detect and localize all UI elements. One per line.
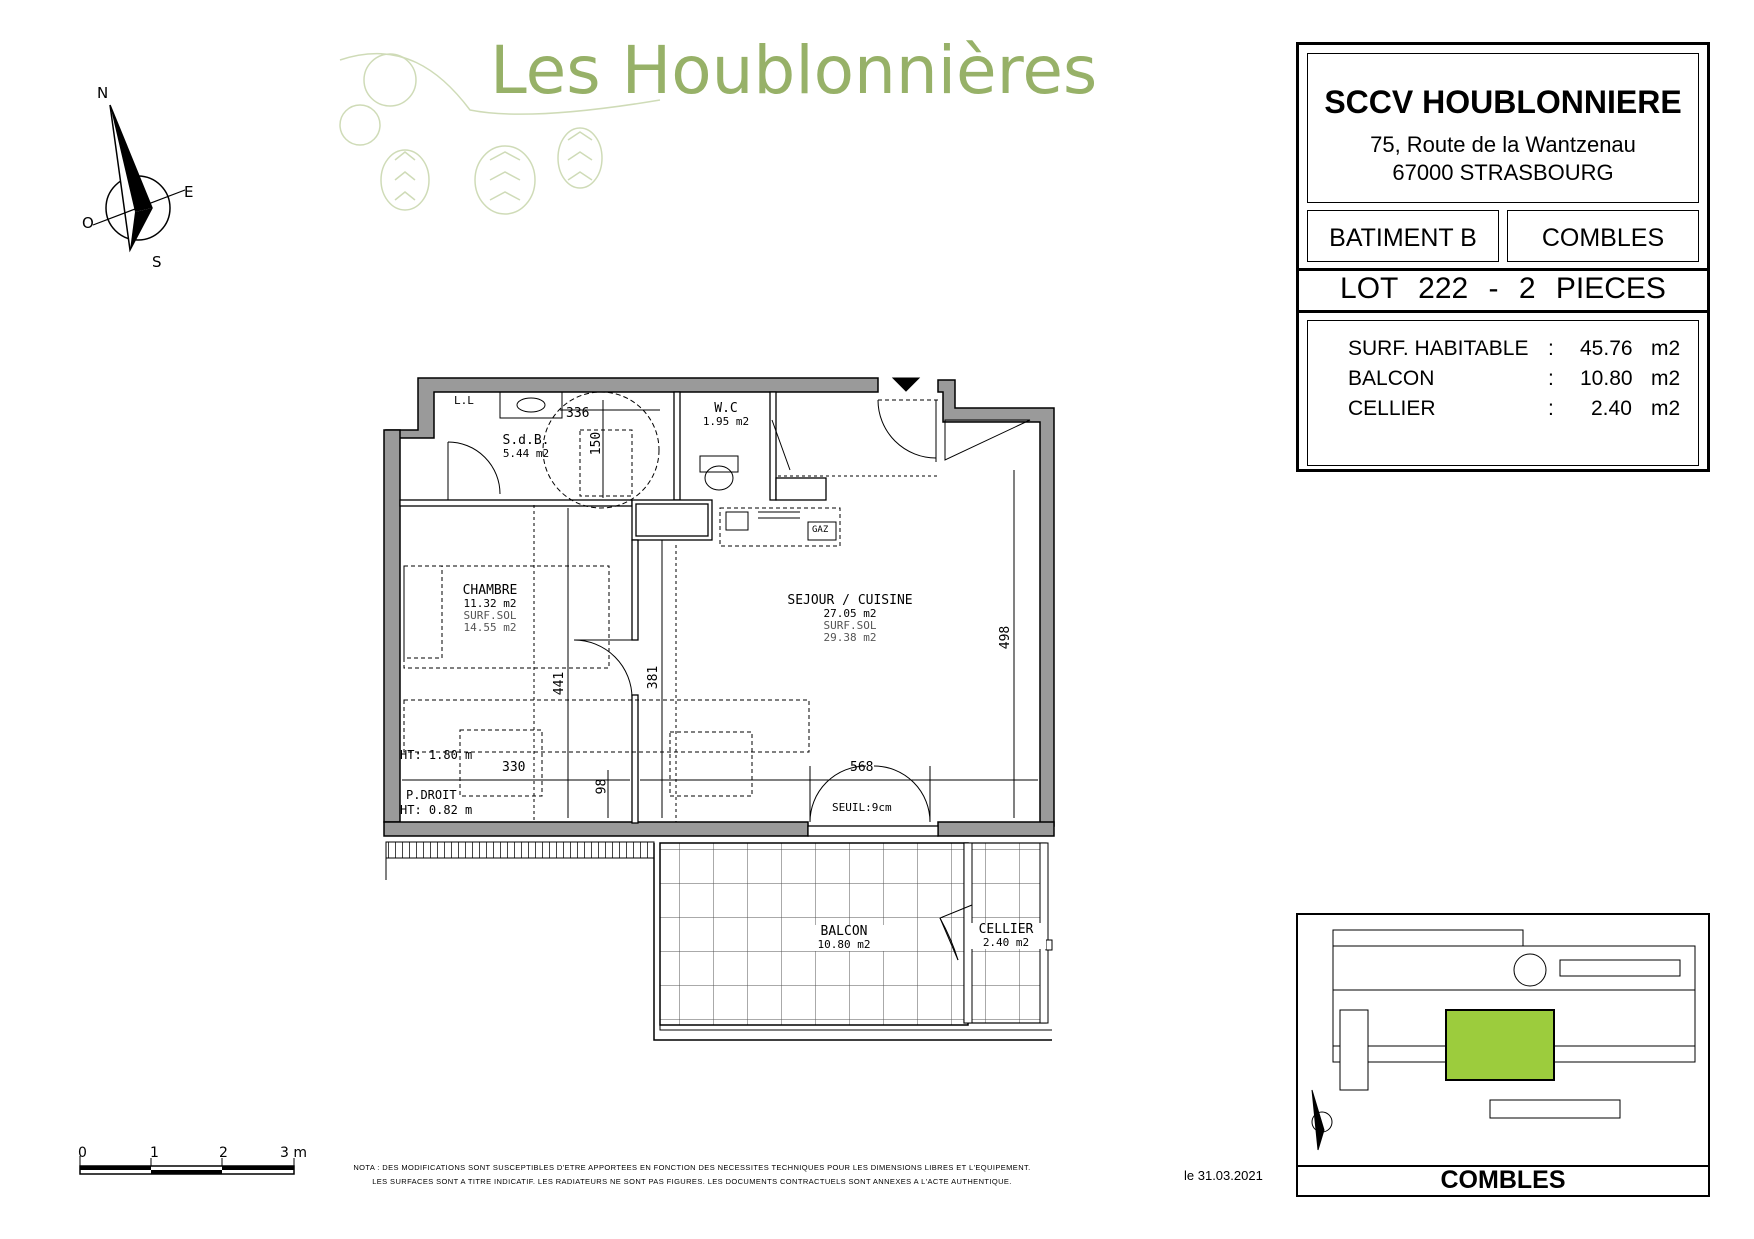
surface-sep: : — [1548, 367, 1554, 390]
note-line-1: NOTA : DES MODIFICATIONS SONT SUSCEPTIBLES D'ETRE APPORTEES EN FONCTION DES NECESSITES TECHNIQUES POUR LES DIMENSIONS LIBRES ET L'EQUIPEMENT. — [353, 1163, 1031, 1172]
company-box — [1307, 53, 1699, 203]
ht-label-2: HT: 0.82 m — [400, 803, 473, 817]
surfaces-box — [1307, 320, 1699, 466]
room-area: 5.44 m2 — [502, 447, 550, 461]
dimension-label: 336 — [566, 406, 590, 421]
room-sub-label: SURF.SOL — [823, 619, 877, 633]
room-name: CELLIER — [978, 922, 1034, 937]
surface-sep: : — [1548, 337, 1554, 360]
room-area: 2.40 m2 — [982, 936, 1030, 950]
room-name: CHAMBRE — [462, 583, 518, 598]
pdroit-label: P.DROIT — [406, 788, 457, 802]
surface-value: 2.40 — [1591, 397, 1632, 420]
compass-south-label: S — [152, 253, 162, 271]
scale-label-3: 3 m — [280, 1145, 307, 1161]
surface-unit: m2 — [1651, 397, 1681, 420]
balcony — [386, 842, 1052, 1040]
surface-unit: m2 — [1651, 337, 1681, 360]
key-plan-caption: COMBLES — [1440, 1166, 1566, 1194]
surface-label: BALCON — [1348, 367, 1435, 390]
plan-date: le 31.03.2021 — [1184, 1168, 1263, 1183]
scale-bar — [80, 1156, 294, 1174]
compass-west-label: O — [82, 214, 94, 232]
surface-row — [1348, 397, 1681, 425]
surface-unit: m2 — [1651, 367, 1681, 390]
room-name: S.d.B. — [502, 433, 550, 448]
legal-note — [338, 1161, 1046, 1190]
scale-label-2: 2 — [219, 1145, 228, 1161]
brand-title: Les Houblonnières — [490, 32, 1098, 109]
surface-row — [1348, 367, 1681, 395]
surface-value: 10.80 — [1580, 367, 1633, 390]
lot-row — [1299, 268, 1707, 313]
room-sejour — [770, 594, 930, 645]
room-sdb — [496, 434, 556, 460]
note-line-2: LES SURFACES SONT A TITRE INDICATIF. LES RADIATEURS NE SONT PAS FIGURES. LES DOCUMENTS CONTRACTUELS SONT ANNEXES A L'ACTE AUTHENTIQUE. — [372, 1177, 1012, 1187]
title-block — [1296, 42, 1710, 472]
room-sub-area: 29.38 m2 — [823, 631, 877, 645]
room-area: 27.05 m2 — [823, 607, 877, 621]
dimension-label: 498 — [998, 625, 1014, 650]
room-area: 1.95 m2 — [702, 415, 750, 429]
room-balcon — [804, 925, 884, 951]
room-sub-area: 14.55 m2 — [463, 621, 517, 635]
north-arrow-icon — [93, 105, 185, 250]
surface-label: CELLIER — [1348, 397, 1436, 420]
surface-row — [1348, 337, 1681, 365]
company-name: SCCV HOUBLONNIERE — [1324, 84, 1682, 120]
dimension-label: 150 — [589, 431, 605, 456]
scale-label-1: 1 — [150, 1145, 159, 1161]
room-area: 10.80 m2 — [817, 938, 871, 952]
scale-label-0: 0 — [78, 1145, 87, 1161]
room-name: W.C — [714, 401, 738, 416]
room-name: BALCON — [820, 924, 868, 939]
room-chambre — [450, 584, 530, 635]
level-box — [1507, 210, 1699, 262]
room-wc — [696, 402, 756, 428]
building-box — [1307, 210, 1499, 262]
address-line-2: 67000 STRASBOURG — [1392, 160, 1614, 185]
seuil-label: SEUIL:9cm — [832, 801, 892, 814]
building-label: BATIMENT B — [1329, 224, 1477, 252]
room-sub-label: SURF.SOL — [463, 609, 517, 623]
room-cellier — [966, 923, 1046, 949]
dimension-label: 441 — [552, 671, 568, 696]
dimension-label: 98 — [594, 778, 610, 795]
compass-north-label: N — [97, 84, 109, 102]
surface-sep: : — [1548, 397, 1554, 420]
key-plan — [1297, 914, 1709, 1196]
room-name: SEJOUR / CUISINE — [787, 593, 913, 608]
dimension-label: 330 — [502, 760, 526, 775]
dimension-label: 381 — [646, 665, 662, 690]
dimension-label: 568 — [850, 760, 874, 775]
lot-label: LOT 222 - 2 PIECES — [1340, 272, 1666, 305]
surface-label: SURF. HABITABLE — [1348, 337, 1529, 360]
compass-east-label: E — [184, 183, 194, 201]
room-area: 11.32 m2 — [463, 597, 517, 611]
ht-label-1: HT: 1.80 m — [400, 748, 473, 762]
surface-value: 45.76 — [1580, 337, 1633, 360]
ll-label: L.L — [454, 394, 474, 407]
level-label: COMBLES — [1541, 224, 1665, 252]
address-line-1: 75, Route de la Wantzenau — [1370, 132, 1636, 157]
gaz-label: GAZ — [812, 525, 829, 535]
